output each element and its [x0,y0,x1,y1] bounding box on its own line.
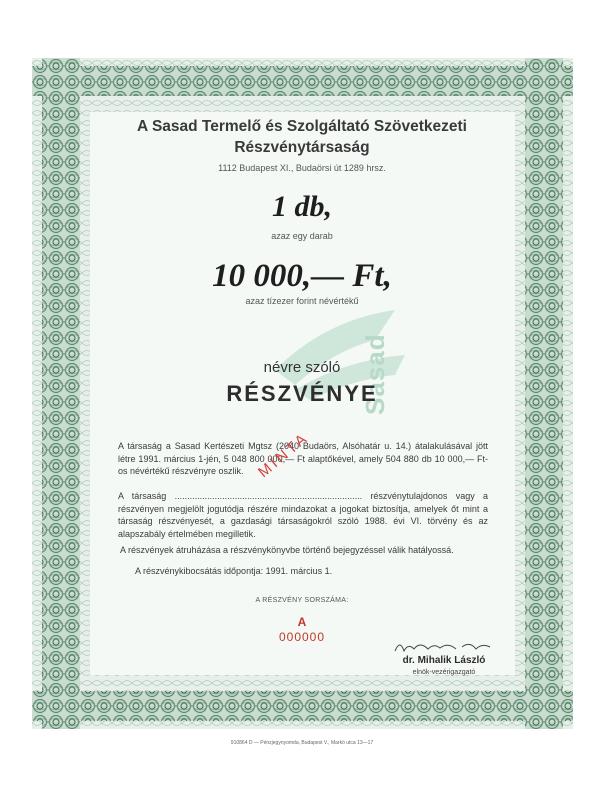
specimen-stamp: MINTA [255,429,313,482]
nominal-value-words: azaz tízezer forint névértékű [245,296,359,306]
share-type: névre szóló [263,359,341,376]
issue-date: A részvénykibocsátás időpontja: 1991. március 1. [135,566,333,576]
share-quantity: 1 db, [272,190,332,223]
logo-wordmark: Sasad [360,333,390,415]
transfer-note: A részvények átruházása a részvénykönyvbe történő bejegyzéssel válik hatályossá. [120,545,454,555]
share-heading: RÉSZVÉNYE [226,381,378,406]
body-paragraph-2: A társaság ........................................................................... részvénytulajdonos vagy a részvényen megjelölt jogutódja részére mindazokat a jogokat biztosítja, amelyek őt mint a társaság részvényesét, a gazdasági társaságokról szóló 1988. évi VI. törvény és az alapszabály értelmében megilletik. [118,491,488,539]
company-name-line1: A Sasad Termelő és Szolgáltató Szövetkezeti [137,118,467,135]
serial-number: 000000 [278,630,326,644]
company-name-line2: Részvénytársaság [234,139,370,156]
nominal-value: 10 000,— Ft, [212,258,392,294]
signer-name: dr. Mihalik László [402,655,486,666]
signer-title: elnök-vezérigazgató [412,669,476,676]
serial-series: A [297,615,307,629]
handwritten-signature [390,637,500,657]
printer-imprint: 910864 D — Pénzjegynyomda, Budapest V., Markó utca 13—17 [230,740,374,746]
body-paragraph-1: A társaság a Sasad Kertészeti Mgtsz (2040 Budaörs, Alsóhatár u. 14.) átalakulásával jött létre 1991. március 1-jén, 5 048 800 000,— Ft alaptőkével, amely 504 880 db 10 000,— Ft-os névértékű részvényre oszlik. [118,441,488,476]
company-address: 1112 Budapest XI., Budaörsi út 1289 hrsz. [218,163,386,173]
serial-label: A RÉSZVÉNY SORSZÁMA: [255,597,349,604]
share-quantity-words: azaz egy darab [271,231,333,241]
